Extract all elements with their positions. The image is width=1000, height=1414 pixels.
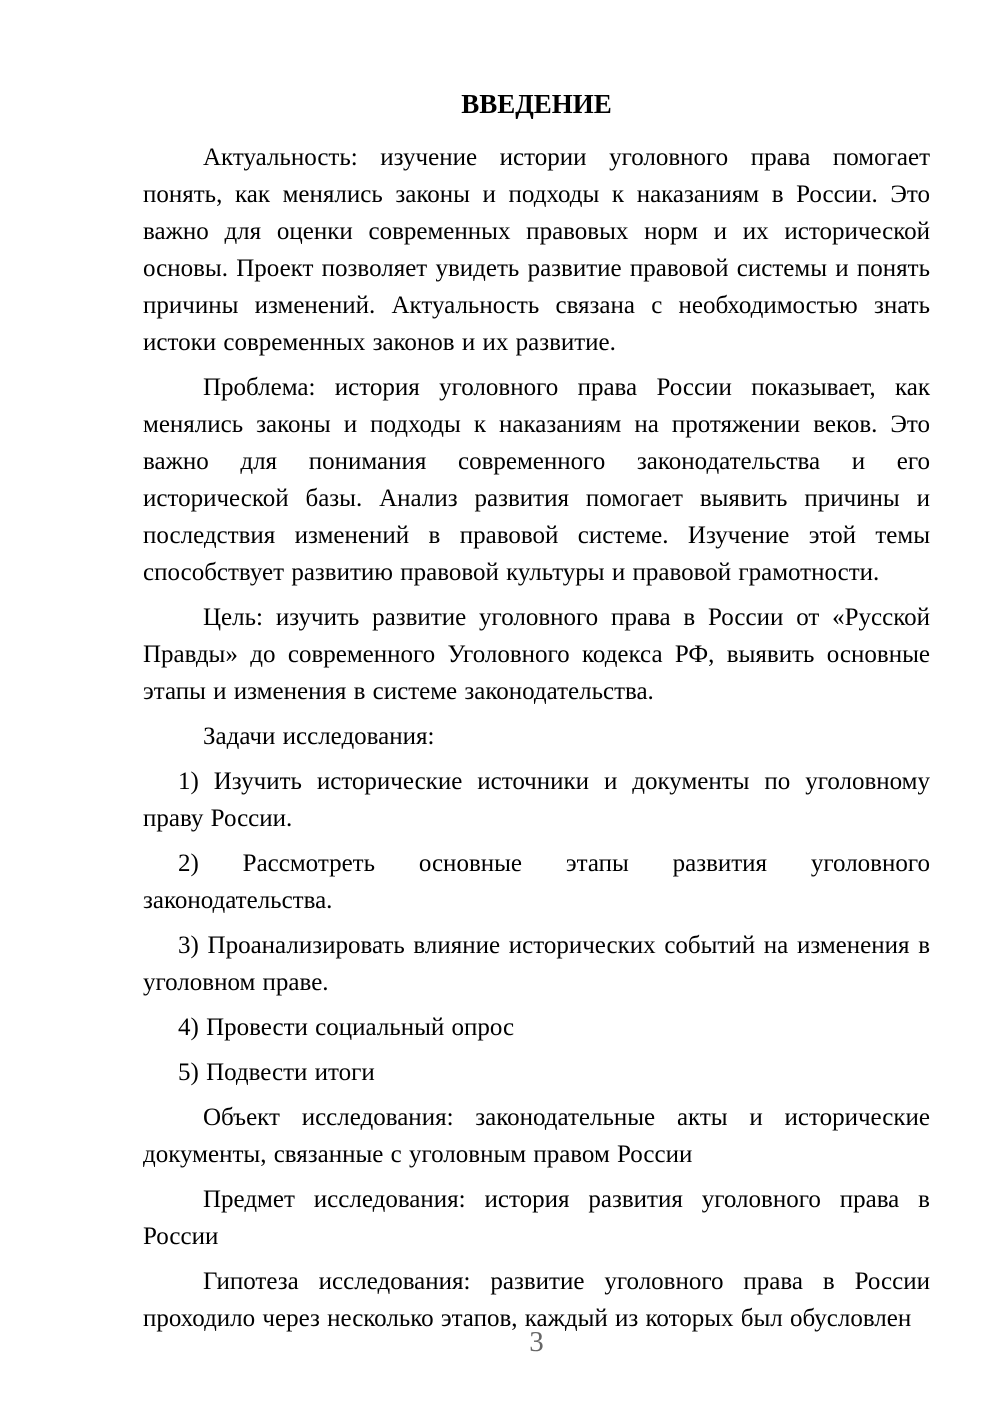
task-item-4: 4) Провести социальный опрос: [178, 1014, 515, 1041]
task-item-3: 3) Проанализировать влияние исторических событий на изменения в уголовном праве.: [143, 932, 930, 996]
page-number: 3: [529, 1326, 544, 1358]
paragraph-cel: Цель: изучить развитие уголовного права в России от «Русской Правды» до современного Уголовного кодекса РФ, выявить основные этапы и изменения в системе законодательства.: [143, 604, 930, 705]
paragraph-gipoteza: Гипотеза исследования: развитие уголовного права в России проходило через несколько этапов, каждый из которых был обусловлен: [143, 1268, 930, 1332]
paragraph-problema: Проблема: история уголовного права России показывает, как менялись законы и подходы к наказаниям на протяжении веков. Это важно для понимания современного законодательства и его исторической базы. Анализ развития помогает выявить причины и последствия изменений в правовой системе. Изучение этой темы способствует развитию правовой культуры и правовой грамотности.: [143, 374, 930, 586]
page-title: ВВЕДЕНИЕ: [461, 89, 612, 119]
paragraph-obekt: Объект исследования: законодательные акты и исторические документы, связанные с уголовным правом России: [143, 1104, 930, 1168]
task-item-5: 5) Подвести итоги: [178, 1059, 375, 1086]
paragraph-aktualnost: Актуальность: изучение истории уголовного права помогает понять, как менялись законы и подходы к наказаниям в России. Это важно для оценки современных правовых норм и их исторической основы. Проект позволяет увидеть развитие правовой системы и понять причины изменений. Актуальность связана с необходимостью знать истоки современных законов и их развитие.: [143, 144, 930, 356]
paragraph-predmet: Предмет исследования: история развития уголовного права в России: [143, 1186, 930, 1250]
task-item-1: 1) Изучить исторические источники и документы по уголовному праву России.: [143, 768, 930, 832]
paragraph-zadachi-heading: Задачи исследования:: [203, 723, 435, 750]
task-item-2: 2) Рассмотреть основные этапы развития уголовного законодательства.: [143, 850, 930, 914]
